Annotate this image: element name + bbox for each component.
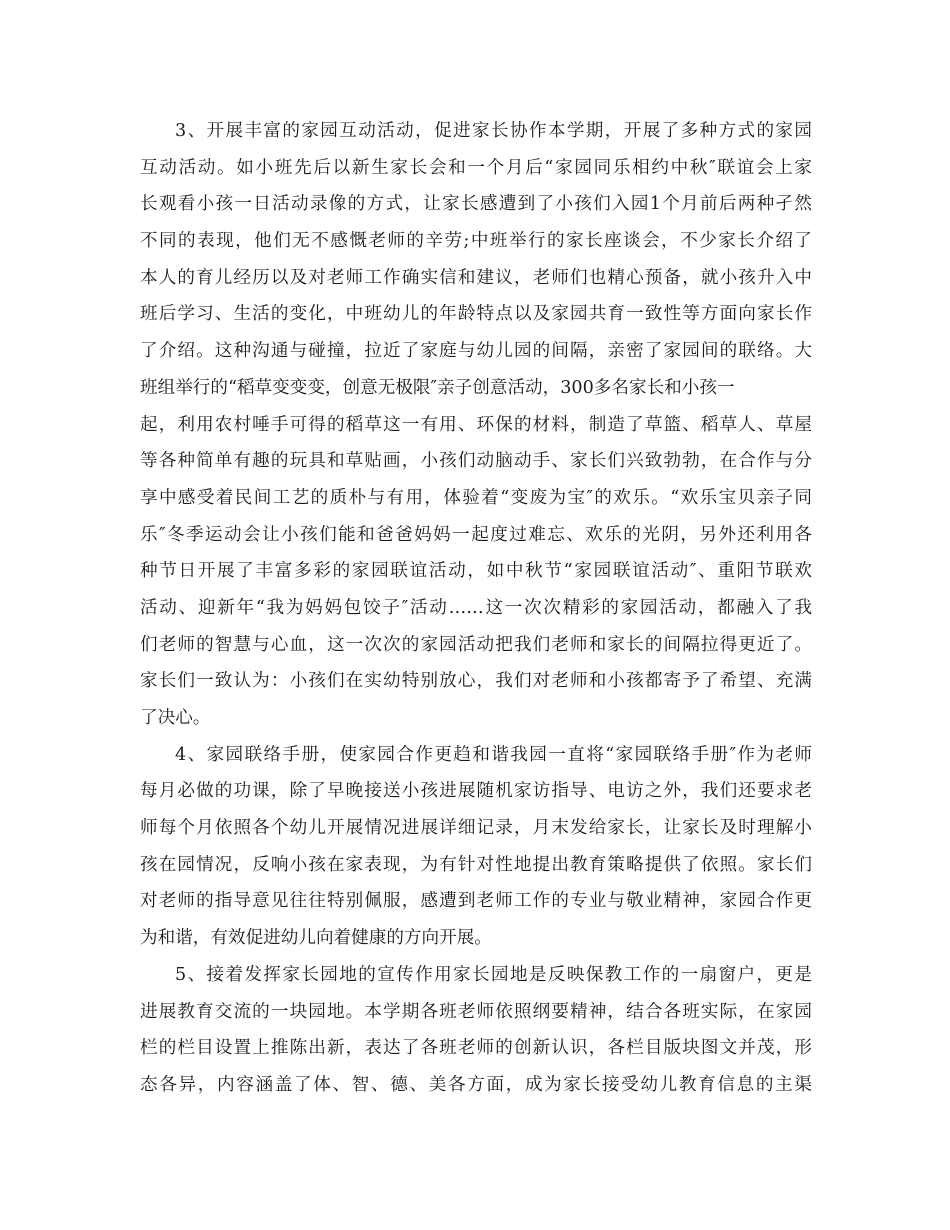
text-line: 孩在园情况，反响小孩在家表现，为有针对性地提出教育策略提供了依照。家长们 <box>140 854 812 875</box>
text-line: 进展教育交流的一块园地。本学期各班老师依照纲要精神，结合各班实际，在家园 <box>140 1001 812 1022</box>
text-line: 不同的表现，他们无不感慨老师的辛劳;中班举行的家长座谈会，不少家长介绍了 <box>140 231 812 252</box>
text-line: 享中感受着民间工艺的质朴与有用，体验着“变废为宝″的欢乐。“欢乐宝贝亲子同 <box>140 487 812 508</box>
text-line: 种节日开展了丰富多彩的家园联谊活动，如中秋节“家园联谊活动″、重阳节联欢 <box>140 561 812 582</box>
paragraph-item-3 <box>140 113 812 737</box>
document-body <box>140 113 812 1104</box>
text-line: 栏的栏目设置上推陈出新，表达了各班老师的创新认识，各栏目版块图文并茂，形 <box>140 1038 812 1059</box>
text-line: 为和谐，有效促进幼儿向着健康的方向开展。 <box>140 928 492 949</box>
text-line: 5、接着发挥家长园地的宣传作用家长园地是反映保教工作的一扇窗户，更是 <box>175 964 812 985</box>
text-line: 师每个月依照各个幼儿开展情况进展详细记录，月末发给家长，让家长及时理解小 <box>140 818 812 839</box>
text-line: 们老师的智慧与心血，这一次次的家园活动把我们老师和家长的间隔拉得更近了。 <box>140 634 812 655</box>
paragraph-item-5 <box>140 957 812 1104</box>
text-line: 4、家园联络手册，使家园合作更趋和谐我园一直将“家园联络手册″作为老师 <box>175 744 812 765</box>
text-line: 活动、迎新年“我为妈妈包饺子″活动……这一次次精彩的家园活动，都融入了我 <box>140 597 812 618</box>
text-line: 长观看小孩一日活动录像的方式，让家长感遭到了小孩们入园1个月前后两种孑然 <box>140 194 812 215</box>
text-line: 态各异，内容涵盖了体、智、德、美各方面，成为家长接受幼儿教育信息的主渠 <box>140 1074 812 1095</box>
paragraph-item-4 <box>140 737 812 957</box>
text-line: 家长们一致认为：小孩们在实幼特别放心，我们对老师和小孩都寄予了希望、充满 <box>140 671 812 692</box>
text-line: 等各种简单有趣的玩具和草贴画，小孩们动脑动手、家长们兴致勃勃，在合作与分 <box>140 451 812 472</box>
text-line: 3、开展丰富的家园互动活动，促进家长协作本学期，开展了多种方式的家园 <box>175 121 812 141</box>
text-line: 了决心。 <box>140 708 211 728</box>
text-line: 本人的育儿经历以及对老师工作确实信和建议，老师们也精心预备，就小孩升入中 <box>140 267 812 288</box>
text-line: 对老师的指导意见往往特别佩服，感遭到老师工作的专业与敬业精神，家园合作更 <box>140 891 812 912</box>
text-line: 班组举行的“稻草变变变，创意无极限″亲子创意活动，300多名家长和小孩一 <box>140 377 735 398</box>
text-line: 了介绍。这种沟通与碰撞，拉近了家庭与幼儿园的间隔，亲密了家园间的联络。大 <box>140 341 812 362</box>
text-line: 互动活动。如小班先后以新生家长会和一个月后“家园同乐相约中秋″联谊会上家 <box>140 157 812 178</box>
text-line: 起，利用农村唾手可得的稻草这一有用、环保的材料，制造了草篮、稻草人、草屋 <box>140 414 812 435</box>
text-line: 每月必做的功课，除了早晚接送小孩进展随机家访指导、电访之外，我们还要求老 <box>140 781 812 802</box>
text-line: 乐″冬季运动会让小孩们能和爸爸妈妈一起度过难忘、欢乐的光阴，另外还利用各 <box>140 524 812 545</box>
text-line: 班后学习、生活的变化，中班幼儿的年龄特点以及家园共育一致性等方面向家长作 <box>140 304 812 325</box>
